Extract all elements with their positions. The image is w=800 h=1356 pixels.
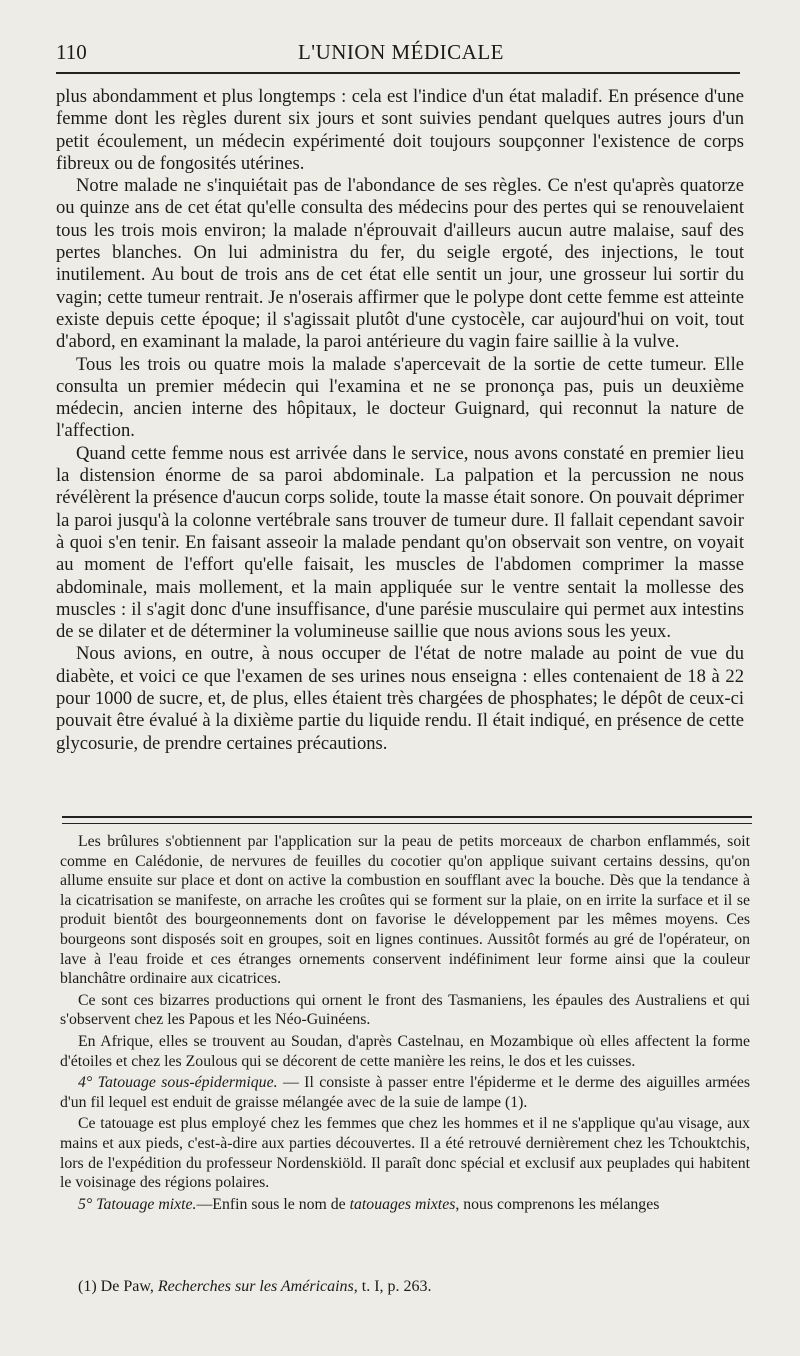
notes-separator	[62, 816, 752, 824]
main-text	[56, 86, 744, 755]
note-italic: tatouages mixtes	[349, 1195, 456, 1213]
footnote-title: Recherches sur les Américains	[157, 1278, 354, 1295]
note-paragraph	[60, 1195, 750, 1215]
note-text: — Il consiste à passer entre l'épiderme et le derme des aiguilles armées d'un fil lequel est enduit de graisse mélangée avec de la suie de lampe (1).	[60, 1074, 750, 1111]
paragraph: Notre malade ne s'inquiétait pas de l'abondance de ses règles. Ce n'est qu'après quatorze ou quinze ans de cet état qu'elle consulta des médecins pour des pertes qui se renouvelaient tous les trois mois environ; la malade n'éprouvait d'ailleurs aucun autre malaise, sauf des pertes blanches. On lui administra du fer, du seigle ergoté, des injections, le tout inutilement. Au bout de trois ans de cet état elle sentit un jour, une grosseur lui sortir du vagin; cette tumeur rentrait. Je n'oserais affirmer que le polype dont cette femme est atteinte existe depuis cette époque; il s'agissait plutôt d'une cystocèle, car aujourd'hui on voit, tout d'abord, en examinant la malade, la paroi antérieure du vagin faire saillie à la vulve.	[56, 175, 744, 353]
note-paragraph: Les brûlures s'obtiennent par l'application sur la peau de petits morceaux de charbon enflammés, soit comme en Calédonie, de nervures de feuilles du cocotier qu'on applique suivant certains dessins, qu'on allume ensuite sur place et dont on active la combustion en soufflant avec la bouche. Dès que la tendance à la cicatrisation se manifeste, on arrache les croûtes qui se forment sur la plaie, on en irrite la surface et il se produit bientôt des bourgeonnements dont on favorise le développement par les mêmes moyens. Ces bourgeons sont disposés soit en groupes, soit en lignes continues. Aussitôt formés au gré de l'opérateur, on lave à l'eau froide et ces étranges ornements conservent indéfiniment leur forme ainsi que la couleur blanchâtre ordinaire aux cicatrices.	[60, 833, 750, 988]
note-text: —Enfin sous le nom de	[196, 1195, 350, 1213]
paragraph: Tous les trois ou quatre mois la malade s'apercevait de la sortie de cette tumeur. Elle consulta un premier médecin qui l'examina et ne se prononça pas, puis un deuxième médecin, ancien interne des hôpitaux, le docteur Guignard, qui reconnut la nature de l'affection.	[56, 353, 744, 442]
note-paragraph	[60, 1073, 750, 1112]
paragraph: plus abondamment et plus longtemps : cela est l'indice d'un état maladif. En présence d'une femme dont les règles durent six jours et sont suivies pendant quelques autres jours d'un petit écoulement, un médecin expérimenté doit toujours soupçonner l'existence de corps fibreux ou de fongosités utérines.	[56, 86, 744, 174]
page-number: 110	[56, 40, 87, 64]
note-text: , nous comprenons les mélanges	[455, 1195, 660, 1213]
paragraph: Nous avions, en outre, à nous occuper de l'état de notre malade au point de vue du diabète, et voici ce que l'examen de ses urines nous enseigna : elles contenaient de 18 à 22 pour 1000 de sucre, et, de plus, elles étaient très chargées de phosphates; le dépôt de ceux-ci pouvait être évalué à la dixième partie du liquide rendu. Il était indiqué, en présence de cette glycosurie, de prendre certaines précautions.	[56, 643, 744, 754]
note-paragraph: En Afrique, elles se trouvent au Soudan, d'après Castelnau, en Mozambique où elles affectent la forme d'étoiles et chez les Zoulous qui se décorent de cette manière les reins, le dos et les cuisses.	[60, 1032, 750, 1070]
paragraph: Quand cette femme nous est arrivée dans le service, nous avons constaté en premier lieu la distension énorme de sa paroi abdominale. La palpation et la percussion ne nous révélèrent la présence d'aucun corps solide, toute la masse était sonore. On pouvait déprimer la paroi jusqu'à la colonne vertébrale sans trouver de tumeur dure. Il fallait cependant savoir à quoi s'en tenir. En faisant asseoir la malade pendant qu'on observait son ventre, on voyait au moment de l'effort qu'elle faisait, les muscles de l'abdomen comprimer la masse abdominale, mais mollement, et la main appliquée sur le ventre sentait la mollesse des muscles : il s'agit donc d'une insuffisance, d'une parésie musculaire qui permet aux intestins de se dilater et de déterminer la volumineuse saillie que nous avions sous les yeux.	[56, 442, 744, 643]
note-paragraph: Ce sont ces bizarres productions qui ornent le front des Tasmaniens, les épaules des Australiens et qui s'observent chez les Papous et les Néo-Guinéens.	[60, 991, 750, 1029]
notes-section	[60, 832, 750, 1216]
header-rule	[56, 72, 740, 74]
note-paragraph: Ce tatouage est plus employé chez les femmes que chez les hommes et il ne s'applique qu'au visage, aux mains et aux pieds, c'est-à-dire aux parties découvertes. Il a été retrouvé dernièrement chez les Tchouktchis, lors de l'expédition du professeur Nordenskiöld. Il paraît donc spécial et exclusif aux peuplades qui habitent le voisinage des régions polaires.	[60, 1115, 750, 1192]
running-title: L'UNION MÉDICALE	[297, 40, 504, 64]
footnote-prefix: (1) De Paw,	[78, 1278, 158, 1295]
note-heading: 5° Tatouage mixte.	[78, 1195, 197, 1213]
note-heading: 4° Tatouage sous-épidermique.	[78, 1074, 278, 1092]
page-header	[56, 36, 746, 66]
footnote	[78, 1277, 738, 1297]
footnote-suffix: , t. I, p. 263.	[353, 1278, 432, 1295]
